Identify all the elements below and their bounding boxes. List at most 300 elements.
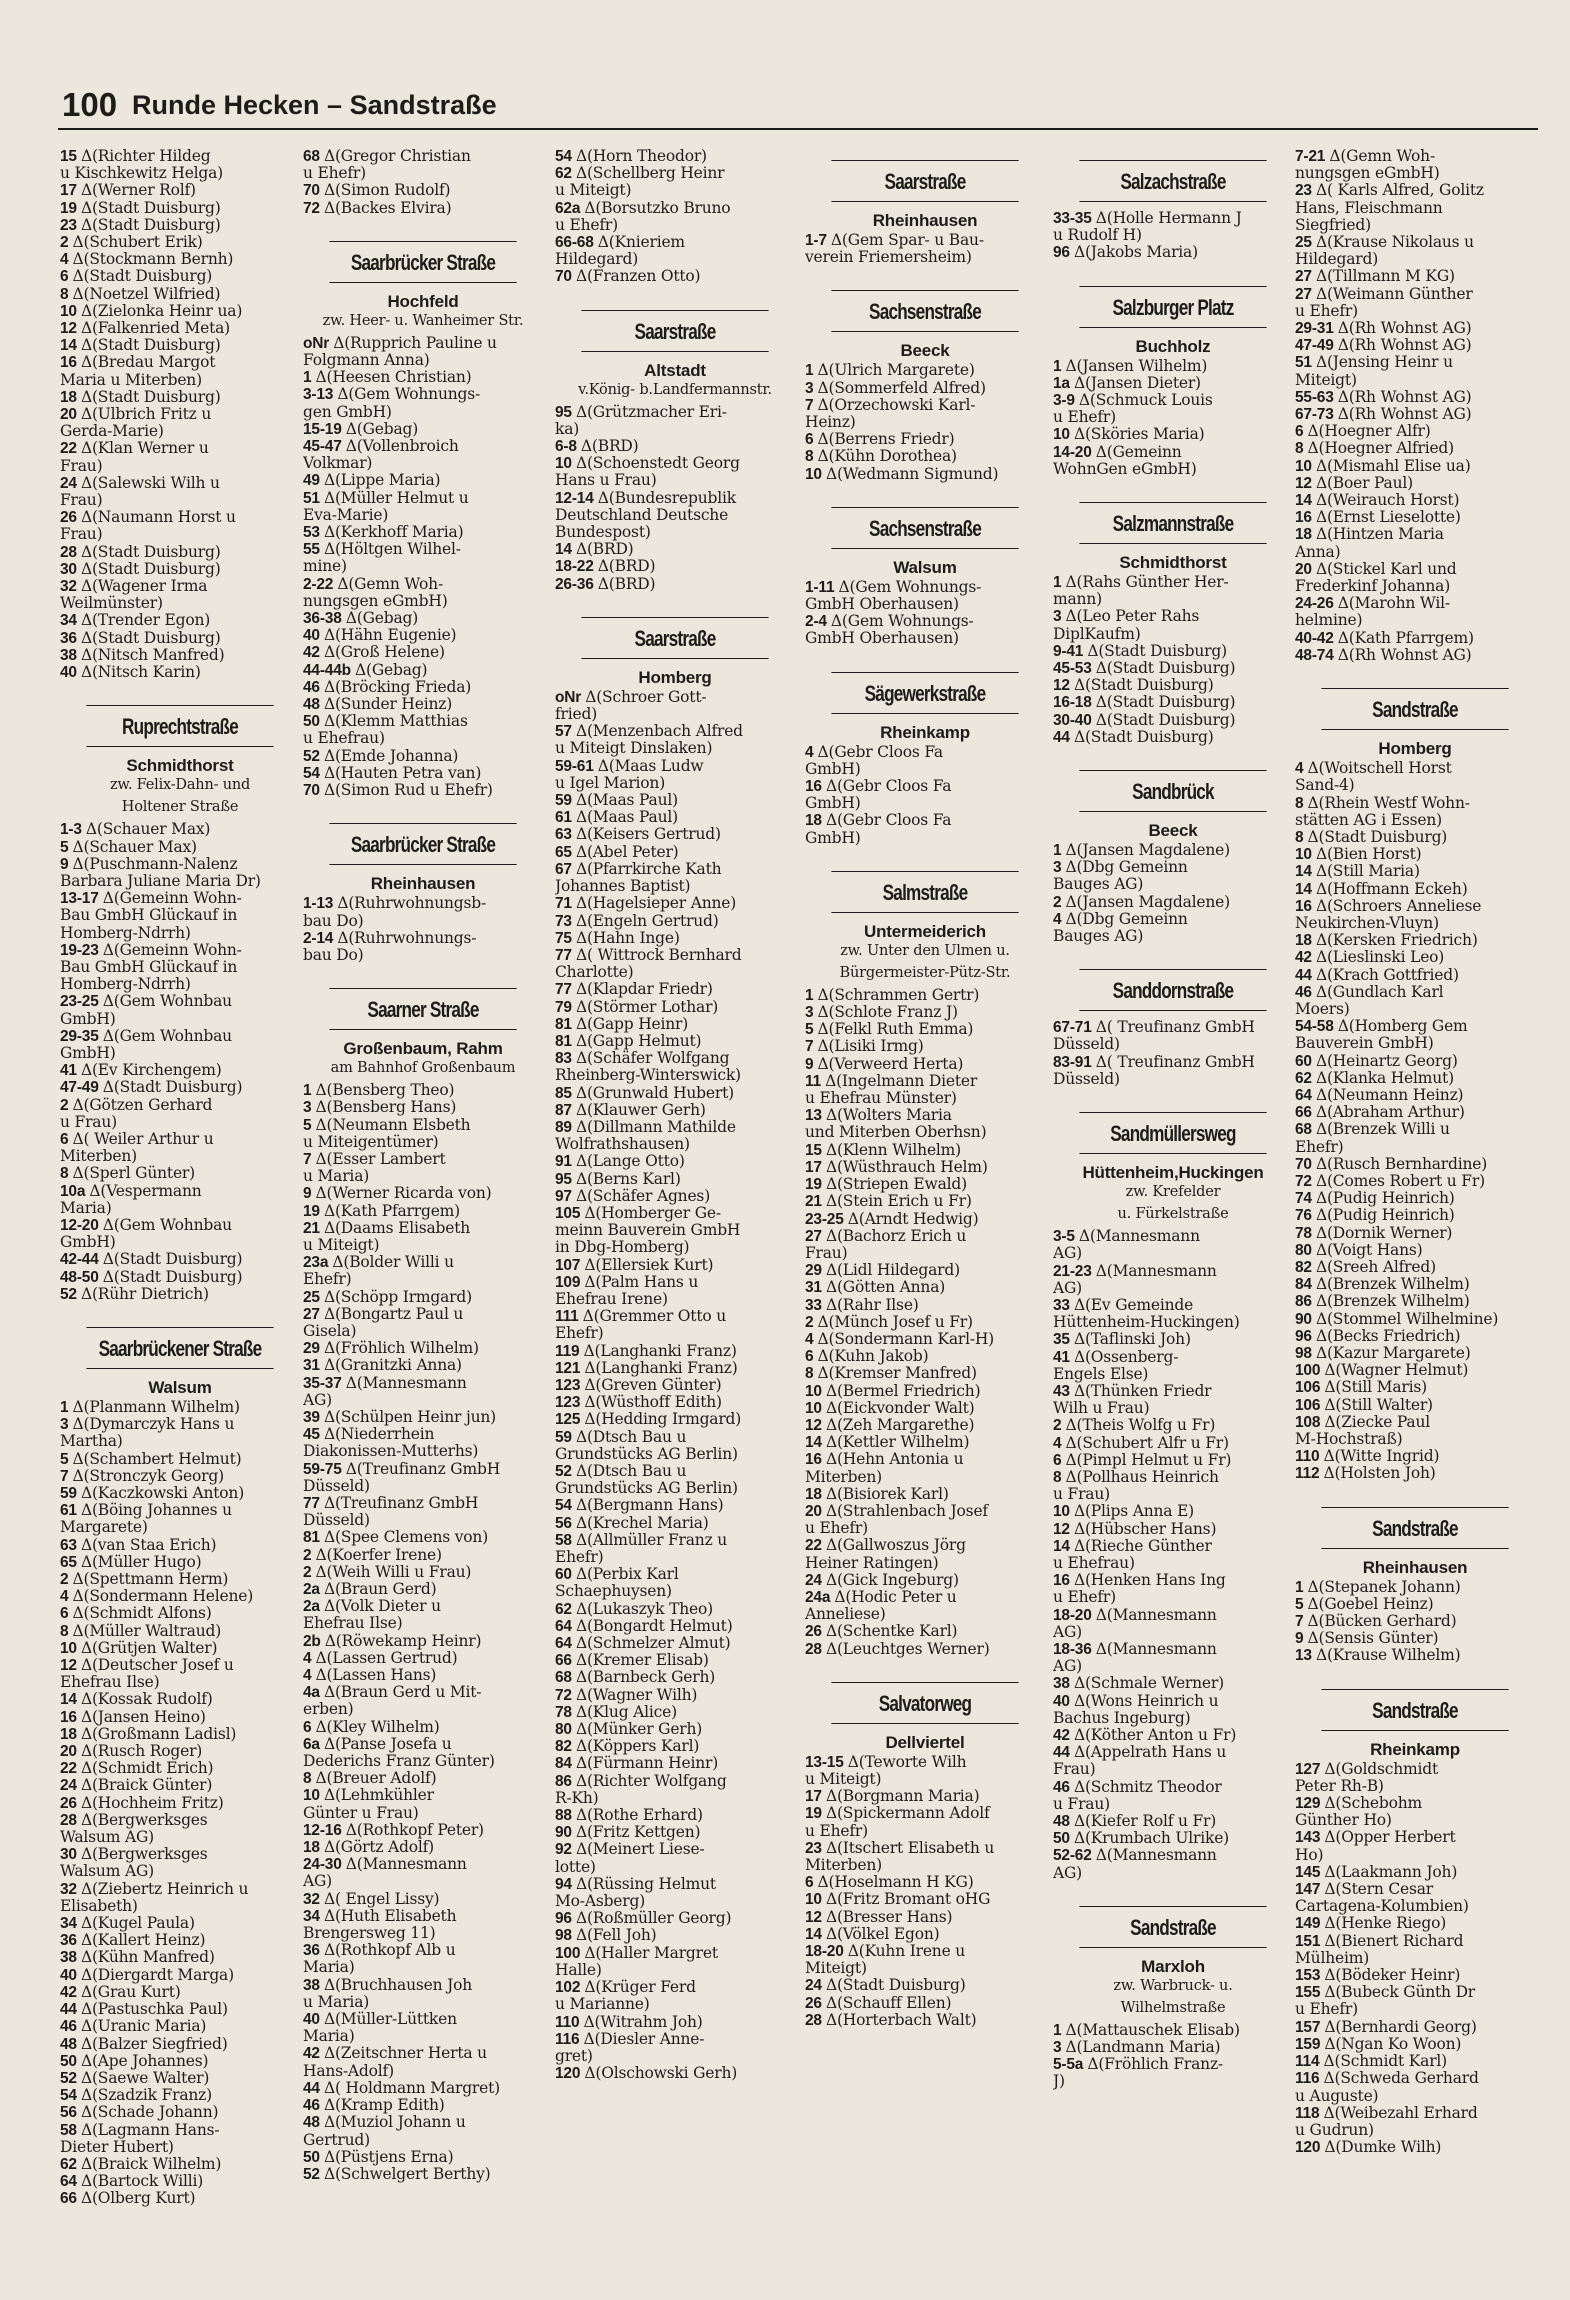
owner-text: Δ(Horn Theodor) — [575, 148, 707, 165]
owner-text: u Miteigt) — [303, 1236, 380, 1254]
owner-text: Δ(Jensing Heinr u — [1315, 354, 1453, 372]
directory-entry — [555, 472, 795, 489]
directory-entry — [555, 1549, 795, 1566]
owner-text: Anneliese) — [805, 1606, 886, 1624]
street-section-note: v.König- b.Landfermannstr. — [578, 381, 772, 398]
directory-entry — [1053, 1383, 1293, 1400]
owner-text: AG) — [1053, 1864, 1083, 1882]
owner-text: Δ(Münker Gerh) — [575, 1721, 703, 1739]
directory-entry — [60, 165, 300, 182]
house-number: 95 — [555, 403, 576, 421]
column-3 — [555, 148, 795, 2082]
owner-text: Δ(Lisiki Irmg) — [817, 1038, 924, 1056]
owner-text: Folgmann Anna) — [303, 352, 430, 370]
house-number: 2 — [60, 234, 73, 252]
house-number: 27 — [805, 1227, 826, 1245]
owner-text: Δ(Gem Spar- u Bau- — [830, 232, 984, 249]
directory-entry — [1295, 1035, 1535, 1052]
directory-entry — [303, 165, 543, 182]
house-number: 3 — [805, 379, 818, 397]
directory-entry — [1295, 967, 1535, 984]
directory-entry — [555, 1738, 795, 1755]
owner-text: Δ(Stadt Duisburg) — [80, 543, 221, 561]
directory-entry — [805, 1641, 1045, 1658]
directory-entry — [555, 1824, 795, 1841]
owner-text: Ehefrau Irene) — [555, 1290, 668, 1308]
directory-entry — [60, 993, 300, 1010]
directory-entry — [303, 1306, 543, 1323]
owner-text: Δ(Mannesmann — [1095, 1262, 1217, 1280]
house-number: 28 — [805, 2011, 826, 2029]
house-number: 50 — [60, 2052, 81, 2070]
directory-entry — [805, 1926, 1045, 1943]
district-heading: Schmidthorst — [126, 756, 234, 776]
owner-text: Engels Else) — [1053, 1365, 1149, 1383]
directory-entry — [303, 1271, 543, 1288]
directory-entry — [555, 541, 795, 558]
owner-text: Δ(Esser Lambert — [315, 1150, 446, 1168]
house-number: 19-23 — [60, 941, 103, 959]
owner-text: Δ(Rh Wohnst AG) — [1337, 320, 1472, 338]
house-number: 26 — [805, 1623, 826, 1641]
directory-entry — [1295, 165, 1535, 182]
house-number: 59-61 — [555, 757, 598, 775]
owner-text: Δ(Stadt Duisburg) — [102, 1268, 243, 1286]
house-number: 54 — [555, 148, 576, 165]
owner-text: GmbH) — [805, 829, 861, 847]
owner-text: Δ(Stadt Duisburg) — [1307, 828, 1448, 846]
owner-text: R-Kh) — [555, 1789, 599, 1807]
owner-text: Hans-Adolf) — [303, 2062, 394, 2080]
directory-entry — [805, 1823, 1045, 1840]
directory-entry — [1295, 898, 1535, 915]
house-number: 14 — [1295, 863, 1316, 881]
owner-text: Δ(Görtz Adolf) — [323, 1839, 435, 1857]
house-number: 12 — [805, 1908, 826, 1926]
directory-entry — [60, 286, 300, 303]
directory-entry — [1053, 1314, 1293, 1331]
directory-entry — [805, 613, 1045, 630]
owner-text: u Igel Marion) — [555, 774, 666, 792]
house-number: 24a — [805, 1588, 835, 1606]
directory-entry — [303, 1237, 543, 1254]
owner-text: Δ(Bachorz Erich u — [825, 1227, 967, 1245]
house-number: 36 — [303, 1942, 324, 1960]
directory-entry — [1295, 1156, 1535, 1173]
section-gap — [60, 1303, 300, 1315]
directory-entry — [1053, 2056, 1293, 2073]
owner-text: lotte) — [555, 1858, 596, 1876]
owner-text: Δ(Knieriem — [597, 234, 685, 252]
street-heading: Sandstraße — [1321, 688, 1508, 730]
directory-entry — [805, 397, 1045, 414]
house-number: 24-30 — [303, 1856, 346, 1874]
owner-text: Δ(Bresser Hans) — [825, 1908, 953, 1926]
house-number: 17 — [805, 1788, 826, 1806]
directory-entry — [60, 200, 300, 217]
owner-text: Δ(Goebel Heinz) — [1307, 1595, 1434, 1613]
directory-entry — [303, 1633, 543, 1650]
owner-text: Frau) — [60, 457, 103, 475]
house-number: 38 — [60, 1949, 81, 1967]
owner-text: Δ(Ossenberg- — [1073, 1348, 1179, 1366]
house-number: 106 — [1295, 1396, 1325, 1414]
house-number: 18-22 — [555, 558, 598, 576]
directory-entry — [805, 1451, 1045, 1468]
house-number: 16 — [805, 778, 826, 796]
owner-text: Δ(Schauff Ellen) — [825, 1994, 952, 2012]
owner-text: Δ(Hähn Eugenie) — [323, 627, 457, 645]
directory-entry — [303, 1289, 543, 1306]
directory-entry — [555, 1222, 795, 1239]
directory-entry — [303, 490, 543, 507]
directory-entry — [303, 679, 543, 696]
directory-entry — [60, 595, 300, 612]
house-number: 33 — [805, 1296, 826, 1314]
owner-text: Maria) — [60, 1199, 112, 1217]
owner-text: Δ(Pudig Heinrich) — [1315, 1207, 1455, 1225]
owner-text: AG) — [1053, 1245, 1083, 1263]
house-number: 18-20 — [1053, 1606, 1096, 1624]
house-number: 2 — [1053, 1417, 1066, 1435]
directory-entry — [555, 689, 795, 706]
owner-text: Δ(Schmidt Erich) — [80, 1760, 214, 1778]
district-heading: Hüttenheim,Huckingen — [1082, 1163, 1264, 1183]
directory-entry — [555, 1119, 795, 1136]
owner-text: Δ(Gem Wohnbau — [102, 1027, 232, 1045]
directory-entry — [1053, 1417, 1293, 1434]
directory-entry — [555, 1102, 795, 1119]
house-number: 8 — [805, 448, 818, 466]
owner-text: Δ(Sommerfeld Alfred) — [817, 379, 986, 397]
directory-entry — [1295, 1121, 1535, 1138]
owner-text: Elisabeth) — [60, 1897, 138, 1915]
owner-text: Δ(Grau Kurt) — [80, 1983, 181, 2001]
directory-entry — [1053, 859, 1293, 876]
directory-entry — [1053, 712, 1293, 729]
directory-entry — [1295, 1001, 1535, 1018]
house-number: 62 — [555, 1600, 576, 1618]
directory-entry — [60, 337, 300, 354]
column-2 — [303, 148, 543, 2183]
directory-entry — [1053, 1710, 1293, 1727]
owner-text: Δ(Schambert Helmut) — [72, 1450, 242, 1468]
house-number: 20 — [1295, 560, 1316, 578]
owner-text: Maria) — [303, 1959, 355, 1977]
house-number: 23-25 — [60, 993, 103, 1011]
directory-entry — [303, 1117, 543, 1134]
house-number: 24 — [60, 1777, 81, 1795]
house-number: 53 — [303, 524, 324, 542]
house-number: 18 — [60, 388, 81, 406]
directory-entry — [1295, 2053, 1535, 2070]
directory-entry — [1295, 881, 1535, 898]
owner-text: Δ(Hochheim Fritz) — [80, 1794, 224, 1812]
house-number: 98 — [1295, 1345, 1316, 1362]
directory-entry — [60, 1571, 300, 1588]
directory-entry — [1053, 1607, 1293, 1624]
owner-text: Gerda-Marie) — [60, 423, 164, 441]
directory-entry — [1295, 423, 1535, 440]
house-number: 50 — [303, 2148, 324, 2166]
owner-text: u Maria) — [303, 1993, 370, 2011]
house-number: 2-22 — [303, 575, 338, 593]
owner-text: AG) — [303, 1391, 333, 1409]
directory-entry — [1053, 1761, 1293, 1778]
owner-text: Δ(Brenzek Wilhelm) — [1315, 1276, 1470, 1294]
owner-text: Δ(Götzen Gerhard — [72, 1096, 213, 1114]
owner-text: Δ(Mattauschek Elisab) — [1065, 2021, 1240, 2039]
house-number: 1 — [1053, 357, 1066, 375]
directory-entry — [1053, 1658, 1293, 1675]
house-number: 9 — [60, 855, 73, 873]
house-number: 18 — [60, 1725, 81, 1743]
directory-entry — [60, 1114, 300, 1131]
directory-entry — [60, 942, 300, 959]
house-number: 3 — [805, 1004, 818, 1022]
owner-text: Δ(Marohn Wil- — [1337, 595, 1450, 613]
owner-text: Diakonissen-Mutterhs) — [303, 1443, 479, 1461]
directory-entry — [60, 458, 300, 475]
directory-entry — [555, 844, 795, 861]
directory-entry — [1053, 409, 1293, 426]
district-heading: Rheinkamp — [1370, 1739, 1460, 1759]
directory-entry — [303, 200, 543, 217]
section-gap — [60, 681, 300, 693]
directory-entry — [1295, 561, 1535, 578]
directory-entry — [303, 1942, 543, 1959]
owner-text: Johannes Baptist) — [555, 878, 691, 896]
directory-entry — [60, 1183, 300, 1200]
owner-text: Δ(Weibezahl Erhard — [1323, 2104, 1478, 2122]
owner-text: erben) — [303, 1701, 354, 1719]
owner-text: AG) — [1053, 1658, 1083, 1676]
directory-entry — [1295, 1070, 1535, 1087]
house-number: 64 — [555, 1617, 576, 1635]
directory-entry — [1295, 475, 1535, 492]
house-number: 107 — [555, 1256, 585, 1274]
owner-text: Δ(Jansen Wilhelm) — [1065, 357, 1208, 375]
section-gap — [1053, 746, 1293, 758]
house-number: 9 — [805, 1055, 818, 1073]
house-number: 7-21 — [1295, 148, 1330, 165]
house-number: 20 — [805, 1502, 826, 1520]
directory-entry — [60, 1519, 300, 1536]
directory-entry — [60, 1915, 300, 1932]
owner-text: u Frau) — [1053, 1795, 1110, 1813]
house-number: 8 — [60, 1622, 73, 1640]
directory-entry — [60, 492, 300, 509]
owner-text: Δ(Barnbeck Gerh) — [575, 1669, 716, 1687]
directory-entry — [555, 775, 795, 792]
directory-entry — [805, 1107, 1045, 1124]
directory-entry — [555, 1841, 795, 1858]
owner-text: Δ(Mismahl Elise ua) — [1315, 457, 1471, 475]
directory-entry — [1295, 829, 1535, 846]
owner-text: Δ(Deutscher Josef u — [80, 1657, 234, 1675]
directory-entry — [303, 576, 543, 593]
directory-entry — [805, 1279, 1045, 1296]
house-number: 8 — [60, 1165, 73, 1183]
house-number: 28 — [60, 1811, 81, 1829]
house-number: 54-58 — [1295, 1018, 1338, 1036]
directory-entry — [555, 913, 795, 930]
owner-text: Δ(Müller Waltraud) — [72, 1622, 222, 1640]
owner-text: u Ehefr) — [555, 216, 618, 234]
house-number: 68 — [1295, 1121, 1316, 1139]
owner-text: Δ(Homberger Ge- — [584, 1204, 721, 1222]
owner-text: Mülheim) — [1295, 1949, 1370, 1967]
owner-text: Dieter Hubert) — [60, 2138, 174, 2156]
house-number: 30 — [60, 1846, 81, 1864]
directory-entry — [303, 1478, 543, 1495]
house-number: 129 — [1295, 1795, 1325, 1813]
house-number: 46 — [60, 2018, 81, 2036]
house-number: 1-3 — [60, 821, 86, 839]
district-heading: Homberg — [1378, 739, 1452, 759]
house-number: 66 — [555, 1652, 576, 1670]
directory-entry — [60, 509, 300, 526]
house-number: 90 — [1295, 1310, 1316, 1328]
house-number: 12 — [60, 1657, 81, 1675]
directory-entry — [60, 1846, 300, 1863]
directory-entry — [555, 878, 795, 895]
owner-text: Δ(Gemeinn Wohn- — [102, 890, 242, 908]
house-number: 26 — [60, 509, 81, 527]
house-number: 127 — [1295, 1760, 1325, 1778]
directory-entry — [60, 1932, 300, 1949]
house-number: 70 — [1295, 1155, 1316, 1173]
district-heading: Dellviertel — [885, 1732, 965, 1752]
owner-text: Δ(Ulrich Margarete) — [817, 362, 975, 380]
owner-text: Δ(Braick Günter) — [80, 1777, 213, 1795]
directory-entry — [303, 1392, 543, 1409]
directory-entry — [805, 1995, 1045, 2012]
house-number: 75 — [555, 929, 576, 947]
owner-text: Δ(Orzechowski Karl- — [817, 396, 976, 414]
directory-entry — [805, 466, 1045, 483]
directory-entry — [60, 1881, 300, 1898]
section-gap — [805, 266, 1045, 278]
directory-entry — [1053, 1779, 1293, 1796]
house-number: 67-71 — [1053, 1019, 1096, 1037]
house-number: 84 — [1295, 1276, 1316, 1294]
owner-text: Δ(Hedding Irmgard) — [584, 1411, 742, 1429]
house-number: 10 — [1053, 1503, 1074, 1521]
house-number: 54 — [60, 2087, 81, 2105]
owner-text: Δ(Simon Rud u Ehefr) — [323, 782, 493, 800]
directory-entry — [60, 821, 300, 838]
house-number: 5-5a — [1053, 2056, 1088, 2074]
owner-text: bau Do) — [303, 946, 364, 964]
house-number: 77 — [303, 1494, 324, 1512]
directory-entry — [1053, 1521, 1293, 1538]
owner-text: Günther Ho) — [1295, 1812, 1392, 1830]
house-number: 66 — [1295, 1104, 1316, 1122]
directory-entry — [805, 830, 1045, 847]
house-number: 7 — [805, 1038, 818, 1056]
directory-entry — [805, 761, 1045, 778]
directory-entry — [1053, 1280, 1293, 1297]
owner-text: Δ(Itschert Elisabeth u — [825, 1839, 995, 1857]
directory-entry — [1053, 694, 1293, 711]
owner-text: u Miteigentümer) — [303, 1133, 439, 1151]
owner-text: Δ(Bödeker Heinr) — [1324, 1967, 1461, 1985]
house-number: 1-13 — [303, 895, 338, 913]
house-number: 18-36 — [1053, 1640, 1096, 1658]
directory-entry — [805, 778, 1045, 795]
house-number: 10 — [805, 465, 826, 483]
house-number: 43 — [1053, 1382, 1074, 1400]
directory-entry — [60, 406, 300, 423]
street-heading: Saarstraße — [831, 160, 1018, 202]
owner-text: und Miterben Oberhsn) — [805, 1124, 987, 1142]
house-number: 100 — [1295, 1362, 1325, 1380]
owner-text: Δ(Gemeinn Wohn- — [102, 941, 242, 959]
owner-text: Δ(Braun Gerd u Mit- — [323, 1684, 482, 1702]
directory-entry — [1053, 1263, 1293, 1280]
directory-entry — [1295, 1795, 1535, 1812]
owner-text: Δ(Neumann Elsbeth — [315, 1116, 471, 1134]
owner-text: Δ(Röwekamp Heinr) — [324, 1632, 482, 1650]
owner-text: Δ(Mannesmann — [1095, 1606, 1217, 1624]
owner-text: ka) — [555, 420, 580, 438]
owner-text: Hildegard) — [555, 251, 639, 269]
house-number: 15-19 — [303, 420, 346, 438]
directory-entry — [1295, 1915, 1535, 1932]
section-gap — [805, 1658, 1045, 1670]
directory-entry — [60, 1898, 300, 1915]
house-number: 66-68 — [555, 234, 598, 252]
owner-text: Δ(Rothe Erhard) — [575, 1807, 703, 1825]
house-number: 95 — [555, 1170, 576, 1188]
house-number: 55 — [303, 541, 324, 559]
house-number: 14 — [60, 1691, 81, 1709]
directory-entry — [1053, 1019, 1293, 1036]
directory-entry — [805, 1021, 1045, 1038]
house-number: 48-50 — [60, 1268, 103, 1286]
owner-text: Martha) — [60, 1433, 123, 1451]
owner-text: Δ(Kremer Elisab) — [575, 1652, 709, 1670]
owner-text: Δ(Gebr Cloos Fa — [817, 743, 943, 761]
owner-text: Δ(Fritz Bromant oHG — [825, 1891, 991, 1909]
directory-entry — [303, 2132, 543, 2149]
owner-text: Δ(Gebag) — [355, 661, 428, 679]
directory-entry — [1295, 1053, 1535, 1070]
directory-entry — [1295, 1207, 1535, 1224]
directory-entry — [555, 895, 795, 912]
owner-text: Δ(Stadt Duisburg) — [1095, 711, 1236, 729]
house-number: 27 — [1295, 268, 1316, 286]
owner-text: Rheinberg-Winterswick) — [555, 1067, 741, 1085]
house-number: 14 — [805, 1434, 826, 1452]
owner-text: Δ(Comes Robert u Fr) — [1315, 1172, 1485, 1190]
owner-text: Maria) — [303, 2028, 355, 2046]
owner-text: Maria u Miterben) — [60, 371, 202, 389]
directory-entry — [555, 2048, 795, 2065]
directory-entry — [1053, 444, 1293, 461]
street-heading: Saarbrückener Straße — [86, 1327, 273, 1369]
owner-text: mine) — [303, 558, 347, 576]
directory-entry — [60, 2053, 300, 2070]
directory-entry — [1295, 200, 1535, 217]
owner-text: Miteigt) — [1295, 371, 1357, 389]
owner-text: Δ(Abel Peter) — [575, 843, 679, 861]
street-heading: Sandbrück — [1079, 770, 1266, 812]
owner-text: Δ(Müller Hugo) — [80, 1553, 202, 1571]
directory-entry — [303, 947, 543, 964]
directory-entry — [555, 524, 795, 541]
